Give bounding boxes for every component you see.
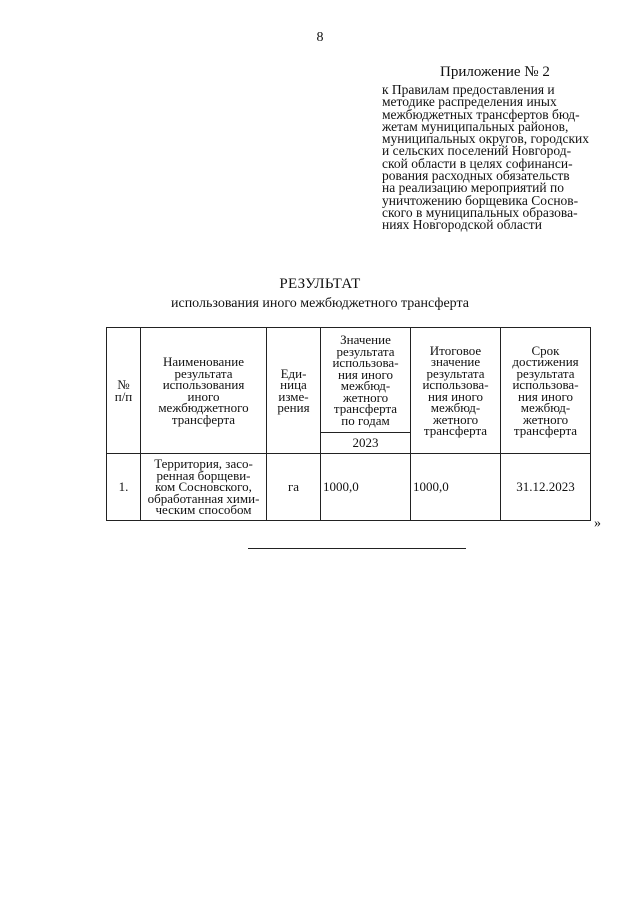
header-name: Наименование результата использования иного межбюджетного трансферта — [141, 328, 267, 454]
appendix-text — [382, 84, 620, 232]
document-title: РЕЗУЛЬТАТ — [279, 276, 361, 292]
header-value: Значение результата использова- ния иного межбюд- жетного трансферта по годам — [321, 328, 411, 433]
table-row — [107, 454, 591, 521]
appendix-line: муниципальных округов, городских — [382, 131, 590, 147]
row-number: 1. — [107, 454, 141, 521]
result-table — [106, 327, 591, 521]
row-deadline: 31.12.2023 — [501, 454, 591, 521]
appendix-line: рования расходных обязательств — [382, 168, 570, 184]
appendix-line: ниях Новгородской области — [382, 217, 542, 233]
header-year: 2023 — [321, 433, 411, 454]
row-value-2023: 1000,0 — [321, 454, 411, 521]
appendix-title: Приложение № 2 — [440, 64, 550, 80]
appendix-line: и сельских поселений Новгород- — [382, 143, 572, 159]
appendix-line: уничтожению борщевика Соснов- — [382, 192, 579, 208]
document-subtitle: использования иного межбюджетного трансферта — [170, 296, 470, 311]
appendix-line: жетам муниципальных районов, — [382, 118, 569, 134]
appendix-line: межбюджетных трансфертов бюд- — [382, 106, 580, 122]
closing-quote: » — [594, 516, 601, 531]
appendix-line: ской области в целях софинанси- — [382, 155, 573, 171]
row-name: Территория, засо- ренная борщеви- ком Сосновского, обработанная хими- ческим способом — [141, 454, 267, 521]
header-unit: Еди- ница измe- рения — [267, 328, 321, 454]
appendix-line: к Правилам предоставления и — [382, 82, 555, 97]
page-number: 8 — [316, 30, 324, 45]
header-deadline: Срок достижения результата использова- ния иного межбюд- жетного трансферта — [501, 328, 591, 454]
row-total: 1000,0 — [411, 454, 501, 521]
appendix-line: методике распределения иных — [382, 94, 557, 110]
appendix-line: на реализацию мероприятий по — [382, 180, 564, 196]
row-unit: га — [267, 454, 321, 521]
end-divider — [248, 548, 466, 549]
header-total: Итоговое значение результата использова- ния иного межбюд- жетного трансферта — [411, 328, 501, 454]
appendix-line: ского в муниципальных образова- — [382, 204, 578, 220]
header-number: № п/п — [107, 328, 141, 454]
